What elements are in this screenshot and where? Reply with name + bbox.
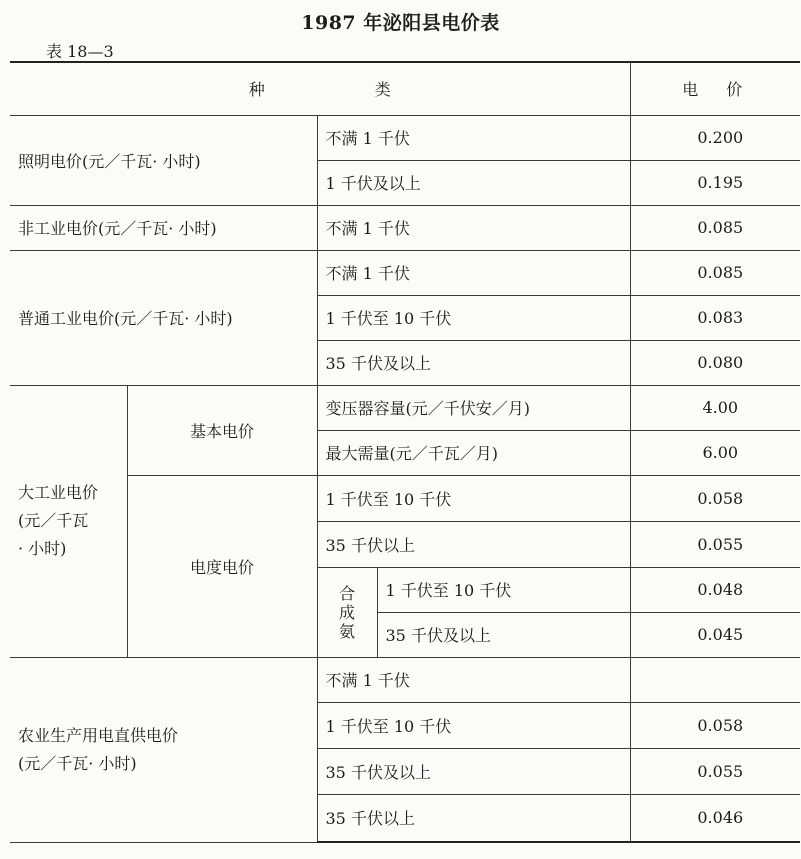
item-value: 0.058 (630, 702, 800, 748)
item-value: 6.00 (630, 430, 800, 475)
ammonia-label (317, 567, 377, 657)
header-type-left: 种 (248, 80, 265, 100)
category-large-industrial-line1: 大工业电价 (18, 483, 99, 502)
item-label: 不满 1 千伏 (317, 205, 630, 250)
header-type-right: 类 (374, 80, 391, 100)
ammonia-char-3: 氨 (338, 621, 355, 641)
ammonia-char-1: 合 (338, 583, 355, 603)
subcategory-basic: 基本电价 (127, 385, 317, 475)
item-value: 0.085 (630, 205, 800, 250)
category-large-industrial-line3: · 小时) (18, 539, 67, 558)
item-value: 0.195 (630, 160, 800, 205)
category-non-industrial: 非工业电价(元／千瓦· 小时) (10, 205, 317, 250)
header-price: 电 价 (630, 62, 800, 115)
ammonia-char-2: 成 (338, 602, 355, 622)
item-value (630, 657, 800, 702)
item-value: 0.055 (630, 521, 800, 567)
item-label: 1 千伏至 10 千伏 (317, 702, 630, 748)
item-label: 35 千伏及以上 (377, 612, 630, 657)
page-title: 1987 年泌阳县电价表 (301, 12, 500, 34)
item-value: 0.083 (630, 295, 800, 340)
table-row (10, 657, 800, 702)
item-label: 35 千伏以上 (317, 794, 630, 842)
item-label: 35 千伏以上 (317, 521, 630, 567)
item-value: 0.058 (630, 475, 800, 521)
item-label: 1 千伏至 10 千伏 (317, 475, 630, 521)
table-row (10, 385, 800, 430)
item-label: 35 千伏及以上 (317, 748, 630, 794)
category-large-industrial-line2: (元／千瓦 (18, 511, 89, 530)
header-type-cell (10, 62, 630, 115)
category-lighting: 照明电价(元／千瓦· 小时) (10, 115, 317, 205)
electricity-price-table (10, 61, 800, 843)
table-row (10, 205, 800, 250)
table-row (10, 250, 800, 295)
item-value: 0.200 (630, 115, 800, 160)
item-label: 变压器容量(元／千伏安／月) (317, 385, 630, 430)
item-value: 0.045 (630, 612, 800, 657)
item-label: 不满 1 千伏 (317, 657, 630, 702)
item-label: 1 千伏至 10 千伏 (317, 295, 630, 340)
category-general-industrial: 普通工业电价(元／千瓦· 小时) (10, 250, 317, 385)
table-number: 表 18—3 (46, 42, 114, 61)
item-value: 0.085 (630, 250, 800, 295)
item-value: 0.055 (630, 748, 800, 794)
item-value: 4.00 (630, 385, 800, 430)
category-agriculture-line2: (元／千瓦· 小时) (18, 753, 137, 773)
table-row (10, 475, 800, 521)
category-agriculture-line1: 农业生产用电直供电价 (18, 725, 179, 745)
item-label: 不满 1 千伏 (317, 115, 630, 160)
item-label: 最大需量(元／千瓦／月) (317, 430, 630, 475)
item-label: 1 千伏及以上 (317, 160, 630, 205)
header-row (10, 62, 800, 115)
item-value: 0.080 (630, 340, 800, 385)
item-label: 不满 1 千伏 (317, 250, 630, 295)
subcategory-energy: 电度电价 (127, 475, 317, 657)
category-large-industrial (10, 385, 127, 657)
item-label: 35 千伏及以上 (317, 340, 630, 385)
item-value: 0.046 (630, 794, 800, 842)
category-agriculture (10, 657, 317, 842)
item-value: 0.048 (630, 567, 800, 612)
item-label: 1 千伏至 10 千伏 (377, 567, 630, 612)
table-row (10, 115, 800, 160)
